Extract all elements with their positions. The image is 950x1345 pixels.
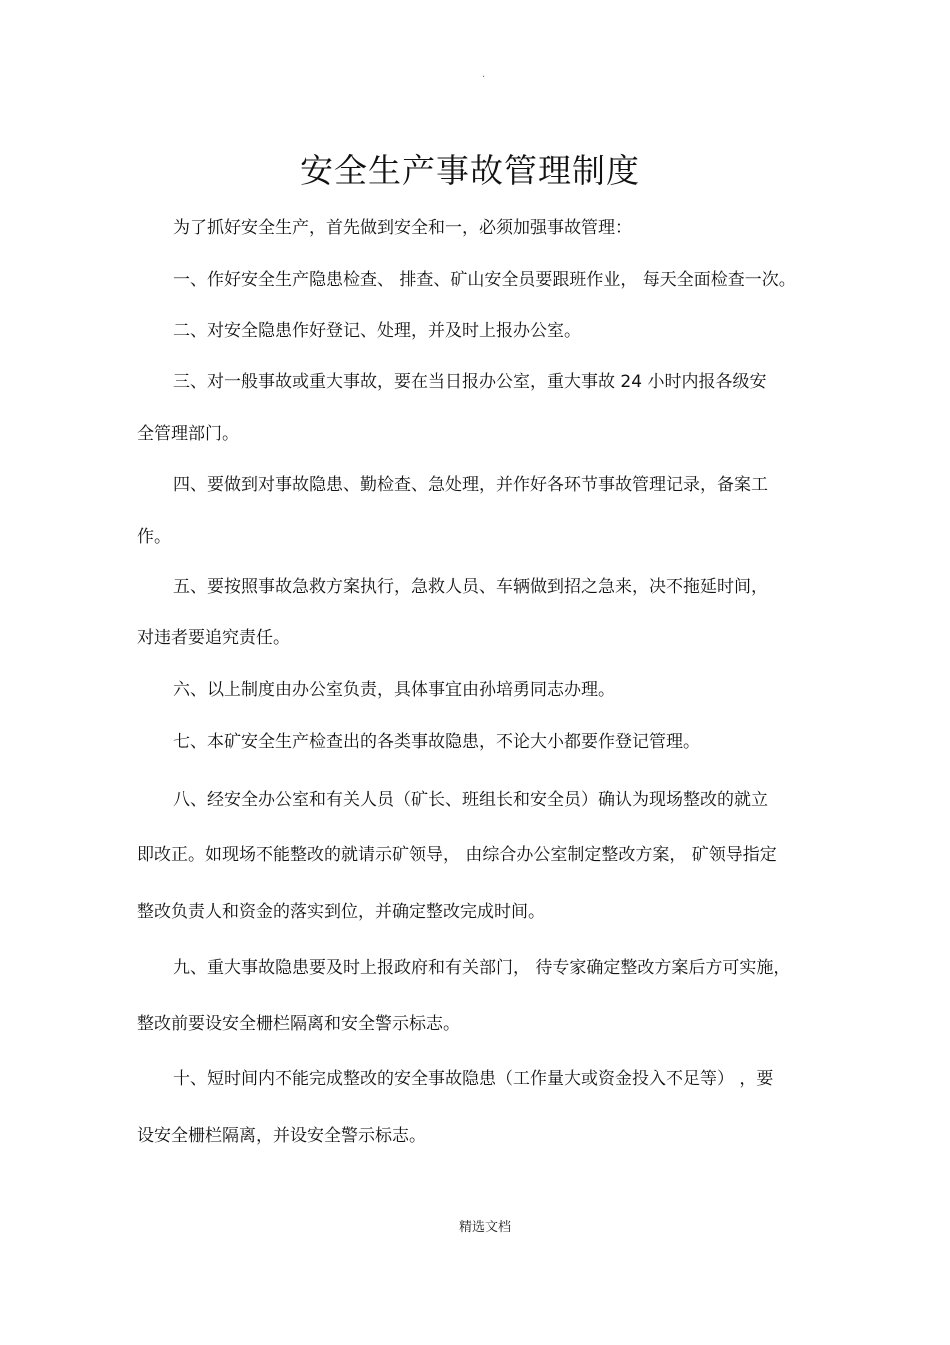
rule-3-line-2: 全管理部门。 <box>137 424 239 444</box>
rule-5-line-2: 对违者要追究责任。 <box>137 628 290 648</box>
rule-8-line-3: 整改负责人和资金的落实到位，并确定整改完成时间。 <box>137 902 545 922</box>
intro-paragraph: 为了抓好安全生产，首先做到安全和一，必须加强事故管理： <box>173 218 632 238</box>
rule-9-line-1: 九、重大事故隐患要及时上报政府和有关部门， 待专家确定整改方案后方可实施， <box>173 958 791 978</box>
rule-6-line-1: 六、以上制度由办公室负责，具体事宜由孙培勇同志办理。 <box>173 680 615 700</box>
rule-9-line-2: 整改前要设安全栅栏隔离和安全警示标志。 <box>137 1014 460 1034</box>
rule-8-line-1: 八、经安全办公室和有关人员（矿长、班组长和安全员）确认为现场整改的就立 <box>173 790 768 810</box>
rule-8-line-2: 即改正。如现场不能整改的就请示矿领导， 由综合办公室制定整改方案， 矿领导指定 <box>137 845 777 865</box>
rule-2-line-1: 二、对安全隐患作好登记、处理，并及时上报办公室。 <box>173 321 581 341</box>
header-mark: . <box>482 69 486 80</box>
rule-3-line-1: 三、对一般事故或重大事故，要在当日报办公室，重大事故 24 小时内报各级安 <box>173 372 767 392</box>
rule-10-line-1: 十、短时间内不能完成整改的安全事故隐患（工作量大或资金投入不足等） ，要 <box>173 1069 774 1089</box>
rule-4-line-1: 四、要做到对事故隐患、勤检查、急处理，并作好各环节事故管理记录，备案工 <box>173 475 768 495</box>
rule-1-line-1: 一、作好安全生产隐患检查、 排查、矿山安全员要跟班作业， 每天全面检查一次。 <box>173 270 796 290</box>
rule-10-line-2: 设安全栅栏隔离，并设安全警示标志。 <box>137 1126 426 1146</box>
rule-4-line-2: 作。 <box>137 527 171 547</box>
page-footer: 精选文档 <box>458 1220 511 1235</box>
rule-5-line-1: 五、要按照事故急救方案执行，急救人员、车辆做到招之急来，决不拖延时间， <box>173 577 768 597</box>
document-title: 安全生产事故管理制度 <box>300 151 640 190</box>
rule-7-line-1: 七、本矿安全生产检查出的各类事故隐患，不论大小都要作登记管理。 <box>173 732 700 752</box>
